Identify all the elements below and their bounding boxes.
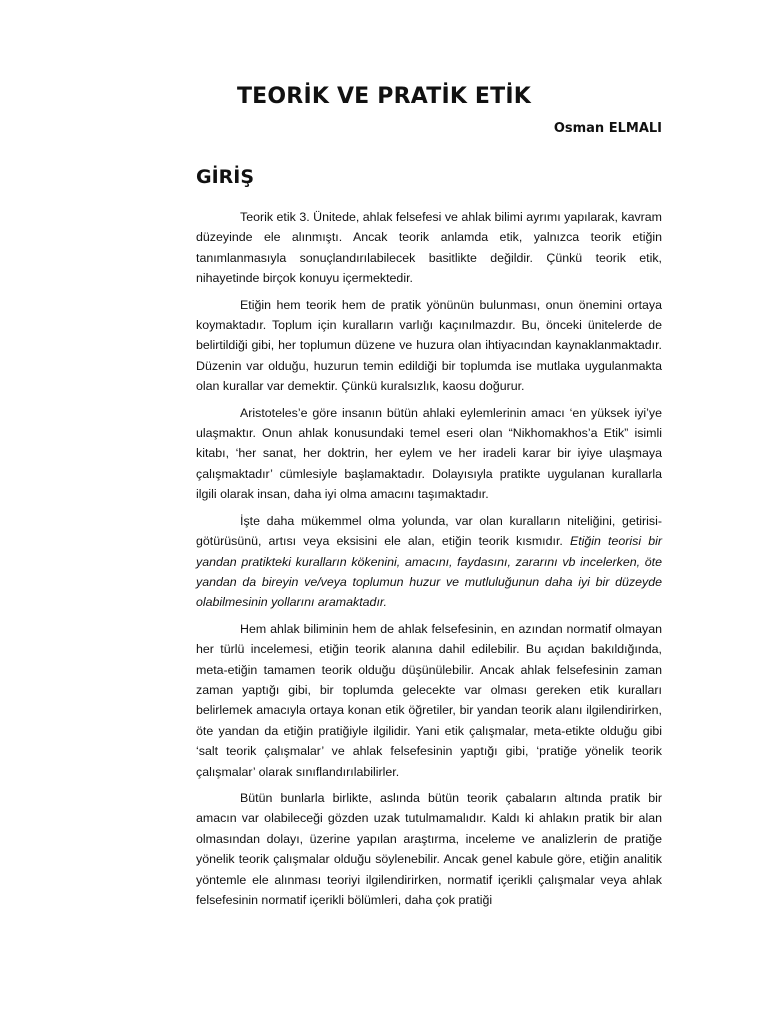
paragraph-3: Aristoteles’e göre insanın bütün ahlaki eylemlerinin amacı ‘en yüksek iyi’ye ulaşmaktır. Onun ahlak konusundaki temel eseri olan “Nikhomakhos’a Etik” isimli kitabı, ‘her sanat, her doktrin, her eylem ve her iradeli karar bir iyiye ulaşmaya çalışmaktadır’ cümlesiyle başlamaktadır. Dolayısıyla pratikte uygulanan kurallarla ilgili olarak insan, daha iyi olma amacını taşımaktadır.: [196, 405, 662, 502]
author-name: Osman ELMALI: [553, 121, 662, 136]
paragraph-1: Teorik etik 3. Ünitede, ahlak felsefesi ve ahlak bilimi ayrımı yapılarak, kavram düzeyinde ele alınmıştı. Ancak teorik anlamda etik, yalnızca teorik etiğin tanımlanmasıyla sonuçlandırılabilecek basitlikte değildir. Çünkü teorik etik, nihayetinde birçok konuyu içermektedir.: [196, 210, 662, 286]
paragraph-6: Bütün bunlarla birlikte, aslında bütün teorik çabaların altında pratik bir amacın var olabileceği gözden uzak tutulmamalıdır. Kaldı ki ahlakın pratik bir alan olmasından dolayı, üzerine yapılan araştırma, inceleme ve analizlerin de pratiğe yönelik teorik çalışmalar olduğu söylenebilir. Ancak genel kabule göre, etiğin analitik yöntemle ele alınması teoriyi ilgilendirirken, normatif içerikli çalışmalar veya ahlak felsefesinin normatif içerikli bölümleri, daha çok pratiği: [196, 790, 662, 907]
document-title: TEORİK VE PRATİK ETİK: [236, 84, 532, 109]
paragraph-4: [196, 511, 662, 613]
paragraph-5: Hem ahlak biliminin hem de ahlak felsefesinin, en azından normatif olmayan her türlü incelemesi, etiğin teorik alanına dahil edilebilir. Bu açıdan bakıldığında, meta-etiğin tamamen teorik olduğu düşünülebilir. Ancak ahlak felsefesinin zaman zaman yaptığı gibi, bir toplumda gelecekte var olması gereken etik kuralları belirlemek amacıyla ortaya konan etik öğretiler, bir yandan teorik alanı ilgilendirirken, öte yandan da etiğin pratiğiyle ilgilidir. Yani etik çalışmalar, meta-etikte olduğu gibi ‘salt teorik çalışmalar’ ve ahlak felsefesinin yaptığı gibi, ‘pratiğe yönelik teorik çalışmalar’ olarak sınıflandırılabilirler.: [196, 621, 662, 779]
section-heading: GİRİŞ: [196, 166, 255, 188]
paragraph-4-italic: Etiğin teorisi bir yandan pratikteki kuralların kökenini, amacını, faydasını, zararını vb incelerken, öte yandan da bireyin ve/veya toplumun huzur ve mutluluğunun daha iyi bir düzeyde olabilmesinin yollarını aramaktadır.: [196, 534, 662, 610]
document-body: [196, 207, 662, 916]
paragraph-4-text: İşte daha mükemmel olma yolunda, var olan kuralların niteliğini, getirisi-götürüsünü, artısı veya eksisini ele alan, etiğin teorik kısmıdır.: [196, 513, 662, 549]
paragraph-2: Etiğin hem teorik hem de pratik yönünün bulunması, onun önemini ortaya koymaktadır. Toplum için kuralların varlığı kaçınılmazdır. Bu, önceki ünitelerde de belirtildiği gibi, her toplumun düzene ve huzura olan ihtiyacından kaynaklanmaktadır. Düzenin var olduğu, huzurun temin edildiği bir toplumda ise mutlaka uygulanmakta olan kurallar var demektir. Çünkü kuralsızlık, kaosu doğurur.: [196, 297, 662, 394]
